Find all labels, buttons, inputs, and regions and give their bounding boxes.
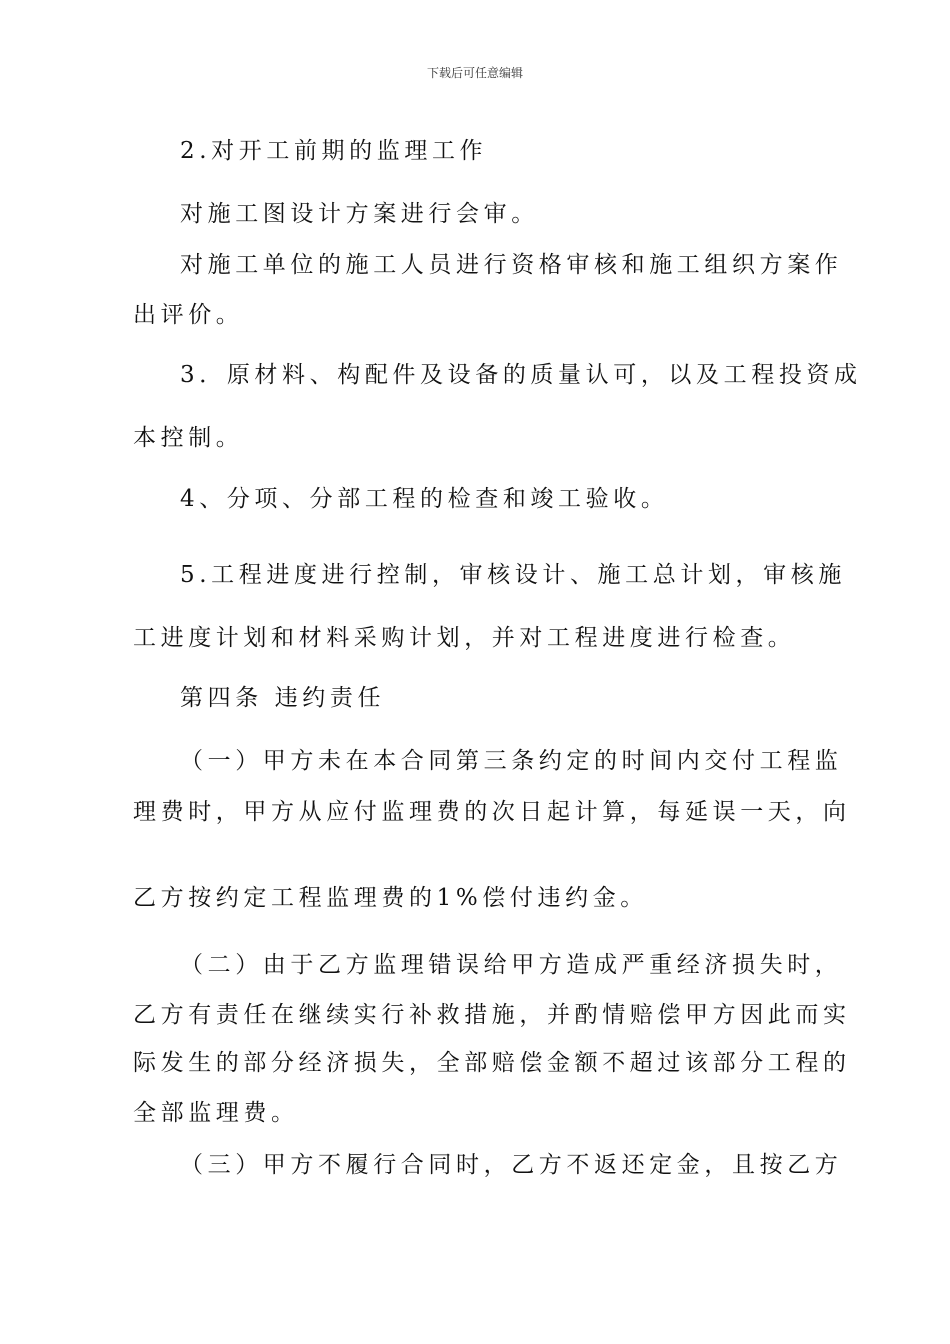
text-line-15: 乙方有责任在继续实行补救措施，并酌情赔偿甲方因此而实 [133, 1002, 851, 1028]
section-heading: 第四条 违约责任 [180, 685, 386, 711]
text-line-14: （二）由于乙方监理错误给甲方造成严重经济损失时， [180, 952, 843, 978]
text-line-7: 4、分项、分部工程的检查和竣工验收。 [180, 486, 669, 512]
text-line-5: 3．原材料、构配件及设备的质量认可，以及工程投资成 [180, 362, 862, 388]
text-line-8: 5.工程进度进行控制，审核设计、施工总计划，审核施 [180, 562, 846, 588]
page-header-note: 下载后可任意编辑 [426, 66, 523, 80]
text-line-17: 全部监理费。 [133, 1100, 299, 1126]
text-line-1: 2.对开工前期的监理工作 [180, 138, 488, 164]
text-line-18: （三）甲方不履行合同时，乙方不返还定金，且按乙方 [180, 1152, 843, 1178]
text-line-12: 理费时，甲方从应付监理费的次日起计算，每延误一天，向 [133, 799, 851, 825]
text-line-2: 对施工图设计方案进行会审。 [180, 201, 539, 227]
text-line-3: 对施工单位的施工人员进行资格审核和施工组织方案作 [180, 252, 843, 278]
text-line-4: 出评价。 [133, 302, 244, 328]
text-line-9: 工进度计划和材料采购计划，并对工程进度进行检查。 [133, 625, 796, 651]
text-line-13: 乙方按约定工程监理费的1%偿付违约金。 [133, 885, 648, 911]
text-line-16: 际发生的部分经济损失，全部赔偿金额不超过该部分工程的 [133, 1050, 851, 1076]
text-line-11: （一）甲方未在本合同第三条约定的时间内交付工程监 [180, 748, 843, 774]
text-line-6: 本控制。 [133, 425, 244, 451]
